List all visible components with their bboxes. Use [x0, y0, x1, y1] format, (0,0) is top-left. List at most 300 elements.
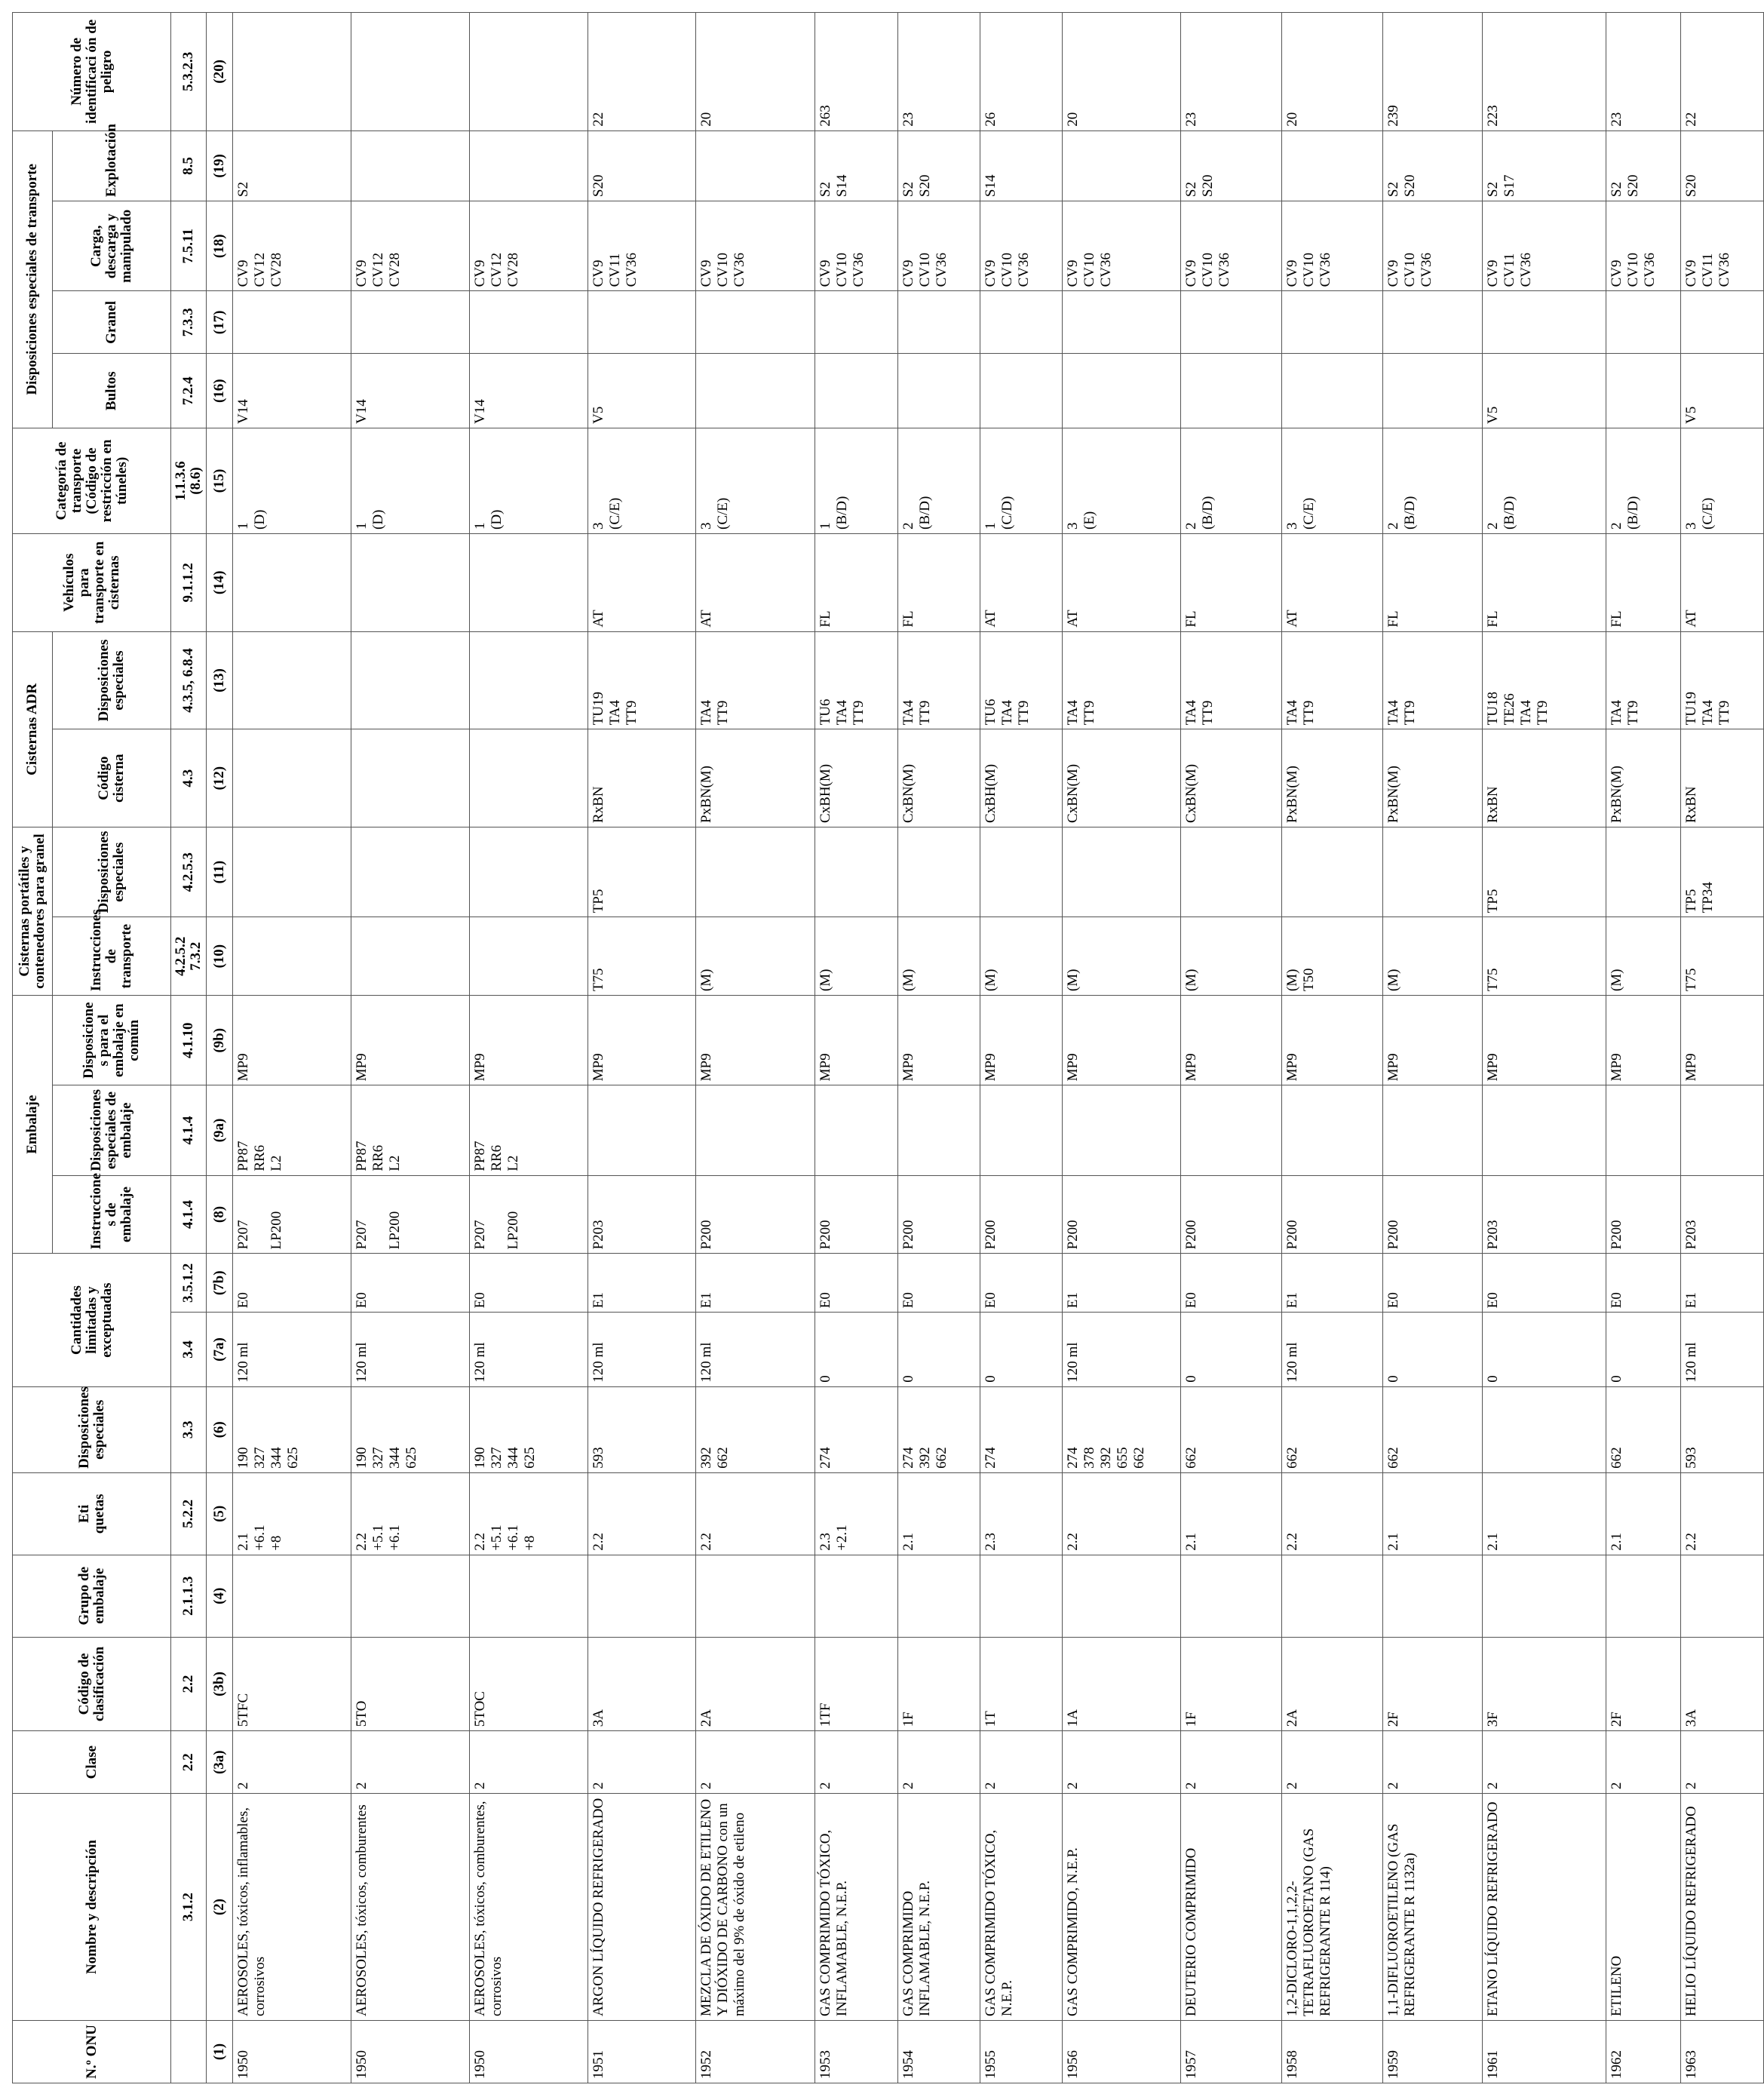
- ref-cell: 4.2.5.3: [171, 827, 207, 917]
- table-cell: 1961: [1483, 2021, 1606, 2083]
- table-cell: 1950: [351, 2021, 470, 2083]
- table-cell: 593: [1681, 1386, 1764, 1472]
- table-cell: [696, 291, 815, 354]
- table-cell: E0: [351, 1254, 470, 1313]
- hdr-emb-disp: Disposiciones especiales de embalaje: [53, 1085, 171, 1175]
- table-cell: [470, 631, 588, 729]
- column-number-cell: (8): [207, 1175, 233, 1254]
- table-cell: 263: [815, 13, 898, 131]
- table-cell: S2 S17: [1483, 130, 1606, 201]
- table-cell: FL: [1483, 534, 1606, 632]
- table-cell: 23: [1181, 13, 1282, 131]
- table-cell: TA4 TT9: [1282, 631, 1383, 729]
- table-cell: CV9 CV10 CV36: [898, 201, 980, 291]
- table-cell: 1T: [980, 1637, 1063, 1730]
- table-cell: TU19 TA4 TT9: [588, 631, 696, 729]
- table-cell: 3 (C/E): [696, 428, 815, 533]
- table-cell: 26: [980, 13, 1063, 131]
- table-row: [1383, 13, 1483, 2083]
- table-cell: V14: [233, 354, 351, 428]
- table-row: [233, 13, 351, 2083]
- table-cell: CV9 CV10 CV36: [1606, 201, 1681, 291]
- table-cell: V14: [351, 354, 470, 428]
- table-cell: 1,2-DICLORO-1,1,2,2-TETRAFLUOROETANO (GAS REFRIGERANTE R 114): [1282, 1794, 1383, 2021]
- table-cell: E0: [1383, 1254, 1483, 1313]
- table-cell: [1282, 130, 1383, 201]
- table-cell: E1: [588, 1254, 696, 1313]
- table-cell: V5: [1483, 354, 1606, 428]
- hdr-disp-transporte: Disposiciones especiales de transporte: [13, 130, 53, 428]
- table-cell: 274 378 392 655 662: [1063, 1386, 1181, 1472]
- table-cell: 2.2: [696, 1472, 815, 1555]
- table-cell: [696, 1085, 815, 1175]
- table-cell: 0: [1606, 1313, 1681, 1387]
- table-cell: [898, 354, 980, 428]
- table-cell: 1 (D): [233, 428, 351, 533]
- ref-cell: 3.4: [171, 1313, 207, 1387]
- table-cell: TA4 TT9: [898, 631, 980, 729]
- table-cell: MP9: [1606, 996, 1681, 1085]
- table-cell: P200: [1606, 1175, 1681, 1254]
- table-cell: [1063, 130, 1181, 201]
- table-row: [470, 13, 588, 2083]
- table-cell: GAS COMPRIMIDO TÓXICO, N.E.P.: [980, 1794, 1063, 2021]
- table-cell: E0: [233, 1254, 351, 1313]
- ref-cell: 7.5.11: [171, 201, 207, 291]
- column-number-cell: (19): [207, 130, 233, 201]
- table-cell: PP87 RR6 L2: [233, 1085, 351, 1175]
- table-cell: 1962: [1606, 2021, 1681, 2083]
- table-cell: [980, 827, 1063, 917]
- hdr-categoria: Categoría de transporte (Código de restricción en túneles): [13, 428, 171, 533]
- table-cell: MP9: [1383, 996, 1483, 1085]
- table-cell: P200: [1181, 1175, 1282, 1254]
- table-cell: AT: [1282, 534, 1383, 632]
- table-cell: [351, 917, 470, 996]
- table-cell: 223: [1483, 13, 1606, 131]
- table-cell: S2 S20: [1181, 130, 1282, 201]
- table-cell: MP9: [588, 996, 696, 1085]
- table-cell: 1A: [1063, 1637, 1181, 1730]
- table-cell: TU18 TE26 TA4 TT9: [1483, 631, 1606, 729]
- table-cell: CV9 CV11 CV36: [1483, 201, 1606, 291]
- table-cell: [1282, 1555, 1383, 1637]
- table-cell: 0: [1383, 1313, 1483, 1387]
- hdr-vehiculos: Vehículos para transporte en cisternas: [13, 534, 171, 632]
- table-cell: 2: [980, 1731, 1063, 1794]
- column-number-cell: (14): [207, 534, 233, 632]
- table-cell: 5TOC: [470, 1637, 588, 1730]
- table-cell: 2 (B/D): [1483, 428, 1606, 533]
- table-cell: 0: [1181, 1313, 1282, 1387]
- table-cell: P200: [696, 1175, 815, 1254]
- column-number-cell: (9a): [207, 1085, 233, 1175]
- table-cell: MP9: [1483, 996, 1606, 1085]
- hdr-codigo: Código de clasificación: [13, 1637, 171, 1730]
- column-number-cell: (7a): [207, 1313, 233, 1387]
- table-cell: MP9: [470, 996, 588, 1085]
- ref-cell: 4.3.5, 6.8.4: [171, 631, 207, 729]
- table-cell: [696, 130, 815, 201]
- table-cell: ETILENO: [1606, 1794, 1681, 2021]
- table-cell: S2 S20: [1606, 130, 1681, 201]
- column-number-cell: (6): [207, 1386, 233, 1472]
- table-cell: [233, 534, 351, 632]
- table-cell: CV9 CV12 CV28: [351, 201, 470, 291]
- table-cell: E1: [1063, 1254, 1181, 1313]
- table-cell: MP9: [351, 996, 470, 1085]
- column-number-cell: (4): [207, 1555, 233, 1637]
- table-cell: 2F: [1383, 1637, 1483, 1730]
- table-cell: [1181, 354, 1282, 428]
- table-cell: [1483, 1555, 1606, 1637]
- ref-cell: 3.5.1.2: [171, 1254, 207, 1313]
- column-number-cell: (3b): [207, 1637, 233, 1730]
- table-cell: GAS COMPRIMIDO, N.E.P.: [1063, 1794, 1181, 2021]
- table-cell: 23: [898, 13, 980, 131]
- table-cell: AT: [1063, 534, 1181, 632]
- table-cell: 120 ml: [470, 1313, 588, 1387]
- hdr-cisternas-adr: Cisternas ADR: [13, 631, 53, 827]
- table-cell: [351, 827, 470, 917]
- table-cell: E0: [470, 1254, 588, 1313]
- table-cell: CV9 CV10 CV36: [980, 201, 1063, 291]
- column-number-cell: (11): [207, 827, 233, 917]
- table-cell: 2.2: [1681, 1472, 1764, 1555]
- table-cell: 2.2 +5.1 +6.1: [351, 1472, 470, 1555]
- table-row: [1681, 13, 1764, 2083]
- table-cell: CV9 CV10 CV36: [815, 201, 898, 291]
- table-cell: (M): [1063, 917, 1181, 996]
- table-row: [351, 13, 470, 2083]
- table-cell: [1181, 291, 1282, 354]
- table-cell: [898, 827, 980, 917]
- table-cell: [980, 1085, 1063, 1175]
- table-row: [1606, 13, 1681, 2083]
- table-cell: 3 (C/E): [588, 428, 696, 533]
- table-cell: MP9: [233, 996, 351, 1085]
- table-row: [1483, 13, 1606, 2083]
- table-cell: 22: [1681, 13, 1764, 131]
- table-cell: [470, 917, 588, 996]
- table-cell: 23: [1606, 13, 1681, 131]
- table-cell: [351, 1555, 470, 1637]
- table-cell: 1950: [233, 2021, 351, 2083]
- table-cell: [1681, 1555, 1764, 1637]
- table-cell: T75: [1483, 917, 1606, 996]
- table-cell: 3A: [1681, 1637, 1764, 1730]
- table-cell: 392 662: [696, 1386, 815, 1472]
- table-cell: TA4 TT9: [1606, 631, 1681, 729]
- table-row: [1063, 13, 1181, 2083]
- table-cell: E0: [1606, 1254, 1681, 1313]
- table-cell: [351, 130, 470, 201]
- column-number-cell: (3a): [207, 1731, 233, 1794]
- table-cell: 1952: [696, 2021, 815, 2083]
- table-cell: 2: [1383, 1731, 1483, 1794]
- table-cell: 1951: [588, 2021, 696, 2083]
- ref-cell: 5.2.2: [171, 1472, 207, 1555]
- table-cell: 0: [1483, 1313, 1606, 1387]
- table-cell: AT: [588, 534, 696, 632]
- table-cell: MP9: [980, 996, 1063, 1085]
- table-cell: P200: [1063, 1175, 1181, 1254]
- table-cell: 120 ml: [351, 1313, 470, 1387]
- table-cell: S2 S14: [815, 130, 898, 201]
- table-cell: [980, 291, 1063, 354]
- table-cell: [470, 1555, 588, 1637]
- table-cell: TU6 TA4 TT9: [980, 631, 1063, 729]
- table-cell: [470, 291, 588, 354]
- table-cell: MP9: [898, 996, 980, 1085]
- table-cell: P200: [1282, 1175, 1383, 1254]
- column-number-cell: (7b): [207, 1254, 233, 1313]
- table-cell: [1606, 354, 1681, 428]
- ref-cell: 5.3.2.3: [171, 13, 207, 131]
- table-cell: [1181, 827, 1282, 917]
- table-cell: [1383, 827, 1483, 917]
- hdr-disp-esp: Disposiciones especiales: [13, 1386, 171, 1472]
- table-cell: [1063, 354, 1181, 428]
- column-number-cell: (9b): [207, 996, 233, 1085]
- table-cell: RxBN: [1483, 729, 1606, 827]
- table-cell: GAS COMPRIMIDO TÓXICO, INFLAMABLE, N.E.P.: [815, 1794, 898, 2021]
- table-cell: [351, 534, 470, 632]
- table-cell: [351, 729, 470, 827]
- table-cell: 2.2 +5.1 +6.1 +8: [470, 1472, 588, 1555]
- ref-cell: 4.3: [171, 729, 207, 827]
- table-cell: 2 (B/D): [1383, 428, 1483, 533]
- table-cell: 2 (B/D): [1606, 428, 1681, 533]
- table-cell: P200: [898, 1175, 980, 1254]
- table-cell: TA4 TT9: [696, 631, 815, 729]
- table-cell: 2: [588, 1731, 696, 1794]
- table-cell: [233, 631, 351, 729]
- table-cell: [1282, 291, 1383, 354]
- table-cell: 0: [898, 1313, 980, 1387]
- table-cell: P207 LP200: [233, 1175, 351, 1254]
- table-cell: CV9 CV10 CV36: [1282, 201, 1383, 291]
- table-cell: 239: [1383, 13, 1483, 131]
- column-number-cell: (16): [207, 354, 233, 428]
- hdr-cp-instr: Instrucciones de transporte: [53, 917, 171, 996]
- table-cell: E0: [980, 1254, 1063, 1313]
- table-cell: 662: [1606, 1386, 1681, 1472]
- table-cell: AEROSOLES, tóxicos, inflamables, corrosivos: [233, 1794, 351, 2021]
- table-cell: 1F: [898, 1637, 980, 1730]
- table-cell: RxBN: [588, 729, 696, 827]
- table-row: [696, 13, 815, 2083]
- table-cell: 20: [1063, 13, 1181, 131]
- table-cell: 1957: [1181, 2021, 1282, 2083]
- column-number-cell: (5): [207, 1472, 233, 1555]
- table-cell: [1383, 1555, 1483, 1637]
- table-cell: RxBN: [1681, 729, 1764, 827]
- table-cell: S20: [588, 130, 696, 201]
- table-cell: [696, 354, 815, 428]
- table-cell: 274: [980, 1386, 1063, 1472]
- table-cell: S2 S20: [898, 130, 980, 201]
- table-cell: P203: [588, 1175, 696, 1254]
- table-cell: CV9 CV10 CV36: [1063, 201, 1181, 291]
- table-cell: 1 (D): [351, 428, 470, 533]
- hdr-explotacion: Explotación: [53, 130, 171, 201]
- table-cell: MEZCLA DE ÓXIDO DE ETILENO Y DIÓXIDO DE CARBONO con un máximo del 9% de óxido de etileno: [696, 1794, 815, 2021]
- table-row: [588, 13, 696, 2083]
- table-row: [898, 13, 980, 2083]
- table-cell: [1181, 1555, 1282, 1637]
- table-cell: PxBN(M): [1606, 729, 1681, 827]
- table-cell: 2.1 +6.1 +8: [233, 1472, 351, 1555]
- table-cell: E0: [815, 1254, 898, 1313]
- table-cell: [1606, 1085, 1681, 1175]
- table-cell: [1606, 291, 1681, 354]
- table-row: [1181, 13, 1282, 2083]
- table-cell: V14: [470, 354, 588, 428]
- table-cell: MP9: [1282, 996, 1383, 1085]
- table-cell: [233, 827, 351, 917]
- table-cell: CV9 CV10 CV36: [1383, 201, 1483, 291]
- table-cell: 2 (B/D): [898, 428, 980, 533]
- table-cell: [1282, 354, 1383, 428]
- table-cell: 2: [898, 1731, 980, 1794]
- table-cell: 2A: [696, 1637, 815, 1730]
- column-number-cell: (1): [207, 2021, 233, 2083]
- table-cell: 120 ml: [1063, 1313, 1181, 1387]
- table-cell: [233, 13, 351, 131]
- table-cell: 3 (C/E): [1681, 428, 1764, 533]
- table-cell: 2: [1282, 1731, 1383, 1794]
- table-cell: 1 (C/D): [980, 428, 1063, 533]
- table-cell: 1TF: [815, 1637, 898, 1730]
- table-cell: [980, 1555, 1063, 1637]
- table-cell: [351, 13, 470, 131]
- ref-cell: 7.3.3: [171, 291, 207, 354]
- ref-cell: 2.2: [171, 1637, 207, 1730]
- table-cell: [351, 291, 470, 354]
- table-cell: 274: [815, 1386, 898, 1472]
- table-cell: 1 (D): [470, 428, 588, 533]
- table-cell: 2: [815, 1731, 898, 1794]
- table-cell: [470, 13, 588, 131]
- table-cell: P200: [815, 1175, 898, 1254]
- table-cell: 2.1: [1606, 1472, 1681, 1555]
- column-number-cell: (15): [207, 428, 233, 533]
- table-cell: 2.2: [588, 1472, 696, 1555]
- table-cell: E1: [1282, 1254, 1383, 1313]
- table-cell: CV9 CV10 CV36: [1181, 201, 1282, 291]
- table-cell: [1282, 827, 1383, 917]
- ref-cell: 7.2.4: [171, 354, 207, 428]
- table-cell: [1483, 1085, 1606, 1175]
- table-cell: P200: [1383, 1175, 1483, 1254]
- ref-cell: 4.1.10: [171, 996, 207, 1085]
- table-cell: GAS COMPRIMIDO INFLAMABLE, N.E.P.: [898, 1794, 980, 2021]
- ref-cell: 4.1.4: [171, 1175, 207, 1254]
- table-cell: [588, 1555, 696, 1637]
- table-cell: CxBN(M): [898, 729, 980, 827]
- table-cell: 2.1: [1483, 1472, 1606, 1555]
- table-cell: P200: [980, 1175, 1063, 1254]
- table-cell: 120 ml: [1681, 1313, 1764, 1387]
- table-cell: [1383, 291, 1483, 354]
- table-cell: (M): [696, 917, 815, 996]
- table-cell: [233, 291, 351, 354]
- table-cell: HELIO LÍQUIDO REFRIGERADO: [1681, 1794, 1764, 2021]
- table-cell: 190 327 344 625: [351, 1386, 470, 1472]
- table-cell: 120 ml: [696, 1313, 815, 1387]
- table-cell: [1383, 1085, 1483, 1175]
- table-cell: 2: [233, 1731, 351, 1794]
- table-cell: 2.1: [898, 1472, 980, 1555]
- ref-cell: 2.1.1.3: [171, 1555, 207, 1637]
- table-cell: 2.2: [1282, 1472, 1383, 1555]
- table-cell: 1 (B/D): [815, 428, 898, 533]
- hdr-embalaje: Embalaje: [13, 996, 53, 1254]
- table-cell: 2: [470, 1731, 588, 1794]
- hdr-adr-codigo: Código cisterna: [53, 729, 171, 827]
- table-cell: AT: [1681, 534, 1764, 632]
- table-cell: 2F: [1606, 1637, 1681, 1730]
- table-cell: (M) T50: [1282, 917, 1383, 996]
- table-row: [980, 13, 1063, 2083]
- table-cell: [470, 729, 588, 827]
- table-cell: P207 LP200: [351, 1175, 470, 1254]
- ref-cell: 1.1.3.6 (8.6): [171, 428, 207, 533]
- table-cell: 662: [1383, 1386, 1483, 1472]
- table-cell: E0: [898, 1254, 980, 1313]
- table-cell: 2: [696, 1731, 815, 1794]
- table-cell: 120 ml: [1282, 1313, 1383, 1387]
- table-cell: [815, 354, 898, 428]
- table-cell: PP87 RR6 L2: [351, 1085, 470, 1175]
- hdr-cisternas-portatiles: Cisternas portátiles y contenedores para granel: [13, 827, 53, 996]
- table-cell: CxBH(M): [980, 729, 1063, 827]
- table-cell: [1383, 354, 1483, 428]
- table-cell: TA4 TT9: [1063, 631, 1181, 729]
- hdr-etiquetas: Eti quetas: [13, 1472, 171, 1555]
- table-cell: E0: [1483, 1254, 1606, 1313]
- table-cell: 2: [1063, 1731, 1181, 1794]
- column-number-cell: (10): [207, 917, 233, 996]
- table-cell: TA4 TT9: [1383, 631, 1483, 729]
- column-number-cell: (20): [207, 13, 233, 131]
- table-cell: V5: [1681, 354, 1764, 428]
- table-cell: 1954: [898, 2021, 980, 2083]
- table-cell: 2: [1181, 1731, 1282, 1794]
- table-cell: 5TFC: [233, 1637, 351, 1730]
- table-cell: 22: [588, 13, 696, 131]
- table-cell: [815, 291, 898, 354]
- table-cell: 1958: [1282, 2021, 1383, 2083]
- table-cell: [470, 130, 588, 201]
- table-cell: 0: [980, 1313, 1063, 1387]
- table-cell: CV9 CV11 CV36: [588, 201, 696, 291]
- table-cell: S2 S20: [1383, 130, 1483, 201]
- table-cell: 2: [1681, 1731, 1764, 1794]
- table-cell: 20: [696, 13, 815, 131]
- table-cell: (M): [980, 917, 1063, 996]
- table-cell: [1681, 291, 1764, 354]
- hdr-name: Nombre y descripción: [13, 1794, 171, 2021]
- table-cell: [233, 729, 351, 827]
- table-cell: CxBN(M): [1181, 729, 1282, 827]
- table-cell: E1: [696, 1254, 815, 1313]
- table-cell: 3 (E): [1063, 428, 1181, 533]
- table-row: [1282, 13, 1383, 2083]
- table-row: [815, 13, 898, 2083]
- table-cell: [470, 827, 588, 917]
